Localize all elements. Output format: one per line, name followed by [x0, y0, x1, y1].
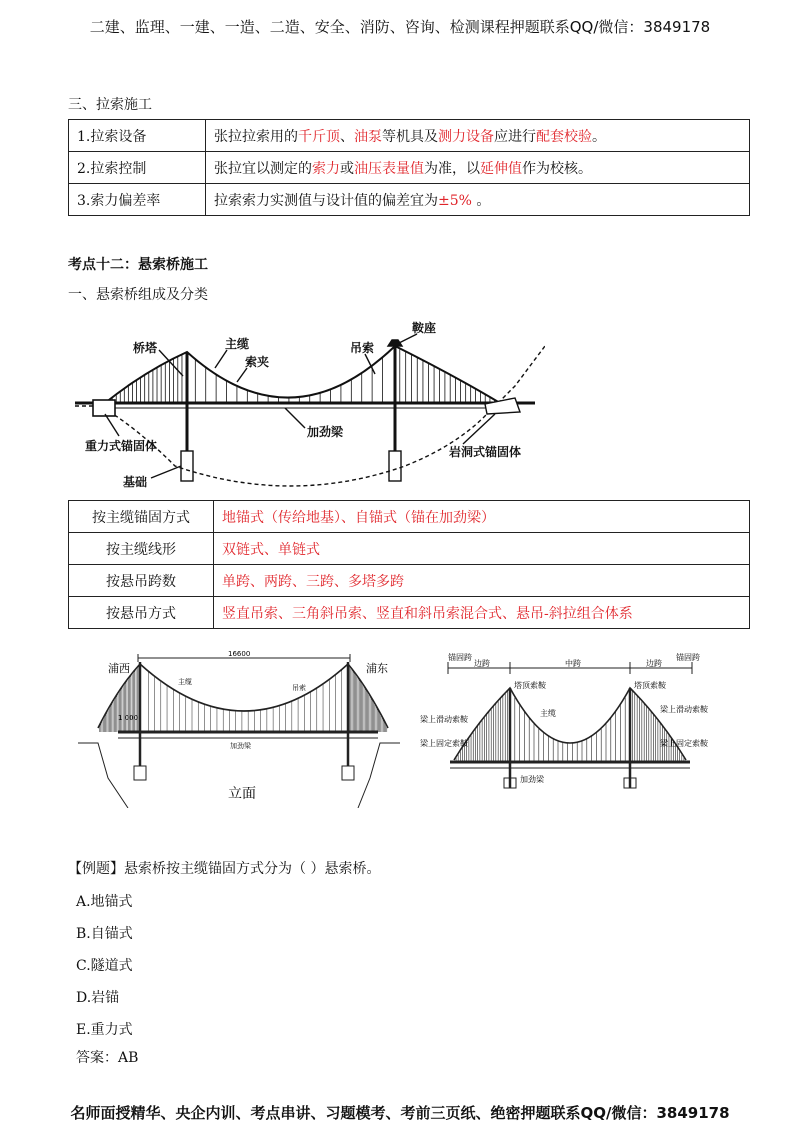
label-anchor-span-left: 锚固跨 — [448, 653, 472, 662]
cable-row-label: 2.拉索控制 — [69, 152, 206, 184]
answer: 答案：AB — [76, 1050, 139, 1066]
highlight-text: 索力 — [312, 160, 340, 177]
highlight-text: 油泵 — [354, 128, 382, 145]
label-elevation-title: 立面 — [228, 786, 256, 802]
label-beam-fixed-saddle-right: 梁上固定索鞍 — [660, 739, 708, 748]
highlight-text: 测力设备 — [438, 128, 494, 145]
option-a: A.地锚式 — [76, 894, 133, 910]
cable-row-content — [206, 152, 750, 184]
label-left-bank: 浦西 — [108, 662, 130, 675]
section-title-cable-construction: 三、拉索施工 — [68, 97, 152, 113]
option-c: C.隧道式 — [76, 958, 133, 974]
cable-table-row — [69, 184, 750, 216]
suspension-bridge-composition-diagram — [75, 316, 545, 494]
highlight-text: 延伸值 — [480, 160, 522, 177]
label-right-bank: 浦东 — [366, 662, 388, 675]
plain-text: 张拉拉索用的 — [214, 128, 298, 145]
classification-value: 单跨、两跨、三跨、多塔多跨 — [214, 565, 750, 597]
label-span-length: 16600 — [228, 650, 251, 658]
label-hanger: 吊索 — [350, 341, 375, 355]
cable-row-label: 1.拉索设备 — [69, 120, 206, 152]
label-tower-saddle-right: 塔顶索鞍 — [634, 681, 666, 690]
classification-value: 竖直吊索、三角斜吊索、竖直和斜吊索混合式、悬吊-斜拉组合体系 — [214, 597, 750, 629]
label-cable-clamp: 索夹 — [245, 355, 270, 369]
label-beam-fixed-saddle-left: 梁上固定索鞍 — [420, 739, 468, 748]
classification-value: 双链式、单链式 — [214, 533, 750, 565]
section-title-composition: 一、悬索桥组成及分类 — [68, 287, 208, 303]
classification-label: 按悬吊跨数 — [69, 565, 214, 597]
example-question: 【例题】悬索桥按主缆锚固方式分为（ ）悬索桥。 — [68, 861, 381, 877]
point12-title: 考点十二：悬索桥施工 — [68, 257, 208, 273]
label-foundation: 基础 — [123, 475, 148, 489]
label-main-cable-3: 主缆 — [540, 709, 556, 718]
label-center-span: 中跨 — [565, 659, 581, 668]
plain-text: 。 — [592, 128, 606, 145]
highlight-text: 配套校验 — [536, 128, 592, 145]
label-main-cable-2: 主缆 — [178, 678, 192, 686]
cable-table-row — [69, 152, 750, 184]
label-gravity-anchor: 重力式锚固体 — [85, 439, 158, 453]
label-tower: 桥塔 — [133, 341, 158, 355]
classification-row — [69, 565, 750, 597]
option-e: E.重力式 — [76, 1022, 133, 1038]
cable-row-label: 3.索力偏差率 — [69, 184, 206, 216]
plain-text: 张拉宜以测定的 — [214, 160, 312, 177]
cable-row-content — [206, 184, 750, 216]
plain-text: 等机具及 — [382, 128, 438, 145]
classification-label: 按主缆锚固方式 — [69, 501, 214, 533]
label-girder-3: 加劲梁 — [520, 775, 544, 784]
cable-construction-table — [68, 119, 750, 216]
plain-text: 作为校核。 — [522, 160, 592, 177]
page-footer: 名师面授精华、央企内训、考点串讲、习题模考、考前三页纸、绝密押题联系QQ/微信：3849178 — [70, 1104, 730, 1122]
label-height: 1 000 — [118, 714, 139, 722]
label-anchor-span-right: 锚固跨 — [676, 653, 700, 662]
self-anchored-bridge-diagram — [420, 648, 720, 798]
label-tower-saddle-left: 塔顶索鞍 — [514, 681, 546, 690]
highlight-text: 千斤顶 — [298, 128, 340, 145]
classification-value: 地锚式（传给地基）、自锚式（锚在加劲梁） — [214, 501, 750, 533]
cable-table-row — [69, 120, 750, 152]
plain-text: 为准，以 — [424, 160, 480, 177]
label-tunnel-anchor: 岩洞式锚固体 — [449, 445, 522, 459]
classification-row — [69, 533, 750, 565]
option-d: D.岩锚 — [76, 990, 120, 1006]
classification-label: 按主缆线形 — [69, 533, 214, 565]
plain-text: 或 — [340, 160, 354, 177]
cable-row-content — [206, 120, 750, 152]
bridge-elevation-diagram — [78, 648, 400, 808]
highlight-text: ±5% — [438, 192, 472, 209]
label-stiffening-girder: 加劲梁 — [307, 425, 344, 439]
page-header: 二建、监理、一建、一造、二造、安全、消防、咨询、检测课程押题联系QQ/微信：3849178 — [89, 18, 711, 36]
label-saddle: 鞍座 — [412, 321, 437, 335]
plain-text: 拉索索力实测值与设计值的偏差宜为 — [214, 192, 438, 209]
label-beam-sliding-saddle-right: 梁上滑动索鞍 — [660, 705, 708, 714]
label-hanger-2: 吊索 — [292, 684, 306, 692]
label-girder-2: 加劲梁 — [230, 742, 251, 750]
plain-text: 应进行 — [494, 128, 536, 145]
classification-label: 按悬吊方式 — [69, 597, 214, 629]
classification-row — [69, 501, 750, 533]
plain-text: 、 — [340, 128, 354, 145]
classification-row — [69, 597, 750, 629]
classification-table — [68, 500, 750, 629]
label-side-span-right: 边跨 — [646, 659, 662, 668]
highlight-text: 油压表量值 — [354, 160, 424, 177]
label-main-cable: 主缆 — [225, 337, 250, 351]
plain-text: 。 — [471, 192, 491, 209]
label-beam-sliding-saddle-left: 梁上滑动索鞍 — [420, 715, 468, 724]
option-b: B.自锚式 — [76, 926, 133, 942]
label-side-span-left: 边跨 — [474, 659, 490, 668]
